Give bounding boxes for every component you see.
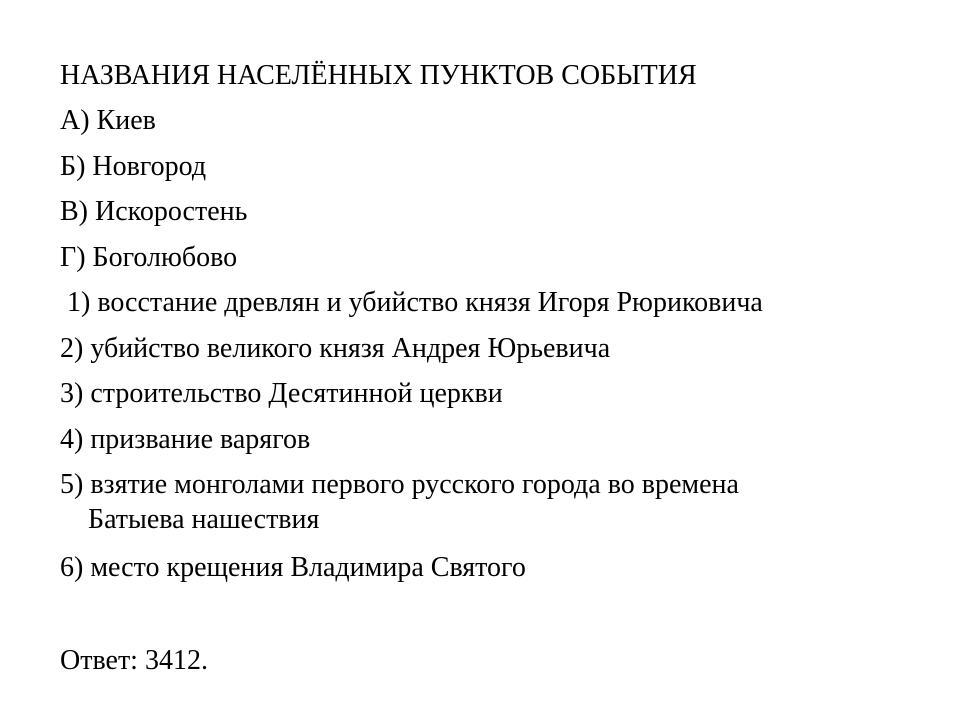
event-6: 6) место крещения Владимира Святого bbox=[60, 552, 526, 583]
answer: Ответ: 3412. bbox=[60, 645, 208, 676]
event-2: 2) убийство великого князя Андрея Юрьевича bbox=[60, 333, 611, 364]
task-heading: НАЗВАНИЯ НАСЕЛЁННЫХ ПУНКТОВ СОБЫТИЯ bbox=[60, 60, 697, 91]
settlement-b: Б) Новгород bbox=[60, 151, 207, 182]
event-3: 3) строительство Десятинной церкви bbox=[60, 378, 503, 409]
event-5-continuation: Батыева нашествия bbox=[88, 504, 320, 535]
settlement-d: Г) Боголюбово bbox=[60, 242, 238, 273]
settlement-a: А) Киев bbox=[60, 105, 156, 136]
settlement-c: В) Искоростень bbox=[60, 196, 248, 227]
event-5: 5) взятие монголами первого русского города во времена bbox=[60, 469, 739, 500]
event-1: 1) восстание древлян и убийство князя Игоря Рюриковича bbox=[67, 287, 763, 318]
event-4: 4) призвание варягов bbox=[60, 424, 311, 455]
